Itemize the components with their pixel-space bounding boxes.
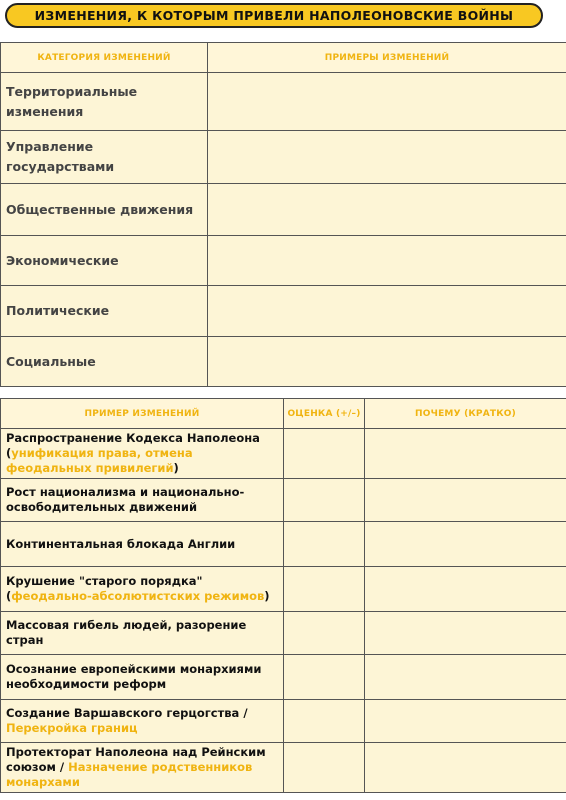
column-header-score: ОЦЕНКА (+/–) [284,399,365,429]
examples-cell[interactable] [208,131,566,184]
table-row [1,73,566,131]
score-cell[interactable] [284,479,365,522]
page-title: ИЗМЕНЕНИЯ, К КОТОРЫМ ПРИВЕЛИ НАПОЛЕОНОВСКИЕ ВОЙНЫ [5,3,543,28]
table-row [1,567,566,612]
table-row [1,743,566,793]
examples-cell[interactable] [208,236,566,286]
example-cell [1,429,284,479]
column-header-category: КАТЕГОРИЯ ИЗМЕНЕНИЙ [1,43,208,73]
example-end: ) [173,461,179,475]
why-cell[interactable] [365,429,566,479]
example-note: Перекройка границ [6,721,138,735]
why-cell[interactable] [365,567,566,612]
example-text: Крушение "старого порядка" [6,574,203,588]
table-row [1,429,566,479]
example-separator: ( [6,446,12,460]
score-cell[interactable] [284,743,365,793]
example-text: Протекторат Наполеона над Рейнским союзом [6,745,266,774]
table-row [1,286,566,337]
column-header-examples: ПРИМЕРЫ ИЗМЕНЕНИЙ [208,43,566,73]
example-text: Рост национализма и национально-освободительных движений [6,485,245,514]
examples-cell[interactable] [208,286,566,337]
example-text: Континентальная блокада Англии [6,536,236,551]
score-cell[interactable] [284,567,365,612]
table-row [1,522,566,567]
examples-cell[interactable] [208,337,566,387]
why-cell[interactable] [365,522,566,567]
example-text: Осознание европейскими монархиями необходимости реформ [6,662,262,691]
table-row [1,700,566,743]
table-row [1,337,566,387]
why-cell[interactable] [365,612,566,655]
category-cell: Управление государствами [1,131,208,184]
column-header-why: ПОЧЕМУ (КРАТКО) [365,399,566,429]
example-note: унификация права, отмена феодальных привилегий [6,446,193,475]
why-cell[interactable] [365,655,566,700]
example-separator: / [239,706,248,720]
example-text: Создание Варшавского герцогства [6,706,240,720]
example-cell [1,479,284,522]
score-cell[interactable] [284,522,365,567]
examples-cell[interactable] [208,184,566,236]
example-separator: ( [6,589,12,603]
table-row [1,479,566,522]
example-cell [1,700,284,743]
example-note: феодально-абсолютистских режимов [11,589,265,603]
category-cell: Политические [1,286,208,337]
score-cell[interactable] [284,612,365,655]
example-cell [1,567,284,612]
evaluation-table [0,398,566,793]
why-cell[interactable] [365,743,566,793]
why-cell[interactable] [365,700,566,743]
table-row [1,184,566,236]
score-cell[interactable] [284,655,365,700]
example-separator: / [55,760,69,774]
examples-cell[interactable] [208,73,566,131]
example-cell [1,612,284,655]
category-cell: Общественные движения [1,184,208,236]
table-row [1,655,566,700]
score-cell[interactable] [284,700,365,743]
example-text: Массовая гибель людей, разорение стран [6,618,247,647]
category-cell: Экономические [1,236,208,286]
table-row [1,236,566,286]
example-note: Назначение родственников монархами [6,760,253,789]
example-text: Распространение Кодекса Наполеона [6,431,260,445]
column-header-example: ПРИМЕР ИЗМЕНЕНИЙ [1,399,284,429]
table-row [1,612,566,655]
categories-table [0,42,566,387]
why-cell[interactable] [365,479,566,522]
example-end: ) [264,589,270,603]
table-row [1,131,566,184]
category-cell: Социальные [1,337,208,387]
table-header-row [1,43,566,73]
table-header-row [1,399,566,429]
score-cell[interactable] [284,429,365,479]
example-cell [1,522,284,567]
example-cell [1,743,284,793]
category-cell: Территориальные изменения [1,73,208,131]
example-cell [1,655,284,700]
